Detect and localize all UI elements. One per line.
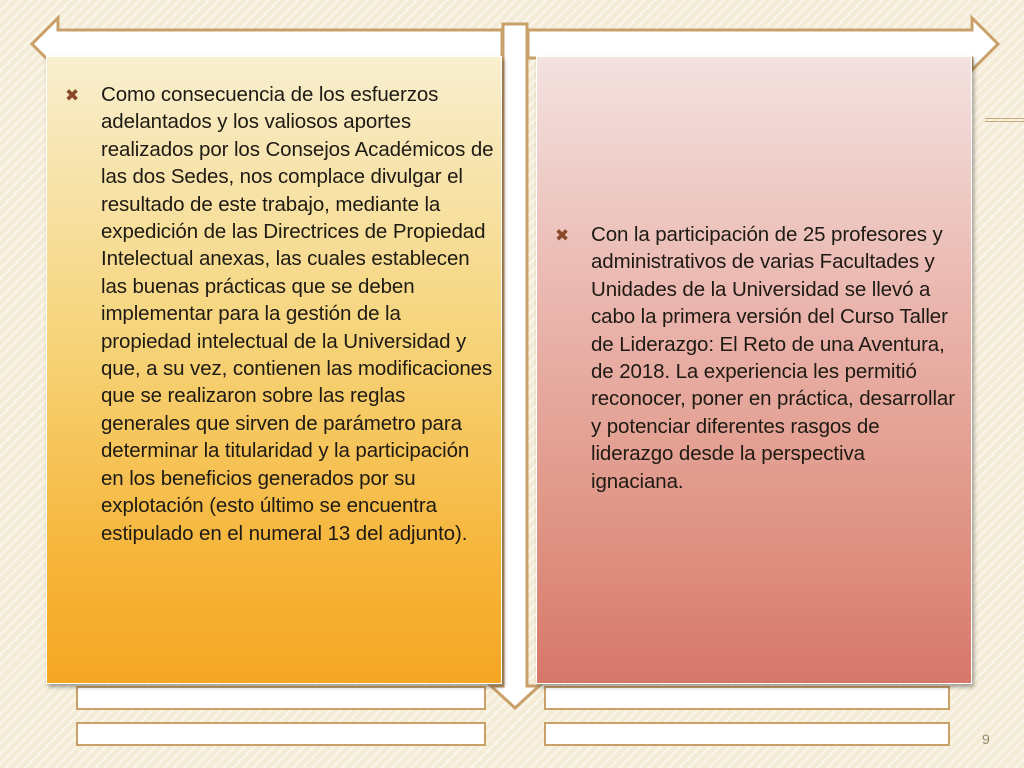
left-content-panel — [46, 56, 502, 684]
right-bullet-item — [555, 221, 959, 495]
right-bullet-text: Con la participación de 25 profesores y administrativos de varias Facultades y Unidades de la Universidad se llevó a cabo la primera versión del Curso Taller de Liderazgo: El Reto de una Aventura, de 2018. La experiencia les permitió reconocer, poner en práctica, desarrollar y potenciar diferentes rasgos de liderazgo desde la perspectiva ignaciana. — [591, 223, 955, 493]
empty-box-right-2 — [544, 722, 950, 746]
slide-number: 9 — [982, 731, 990, 747]
empty-box-left-2 — [76, 722, 486, 746]
empty-box-right-1 — [544, 686, 950, 710]
right-content-panel — [536, 56, 972, 684]
left-bullet-text: Como consecuencia de los esfuerzos adelantados y los valiosos aportes realizados por los Consejos Académicos de las dos Sedes, nos complace divulgar el resultado de este trabajo, mediante la expedición de las Directrices de Propiedad Intelectual anexas, las cuales establecen las buenas prácticas que se deben implementar para la gestión de la propiedad intelectual de la Universidad y que, a su vez, contienen las modificaciones que se realizaron sobre las reglas generales que sirven de parámetro para determinar la titularidad y la participación en los beneficios generados por su explotación (esto último se encuentra estipulado en el numeral 13 del adjunto). — [101, 83, 494, 545]
right-bullet-list — [555, 221, 959, 495]
empty-box-left-1 — [76, 686, 486, 710]
left-bullet-item — [65, 81, 495, 547]
x-mark-icon: ✖ — [555, 226, 570, 245]
left-bullet-list — [65, 81, 495, 547]
x-mark-icon: ✖ — [65, 86, 80, 105]
